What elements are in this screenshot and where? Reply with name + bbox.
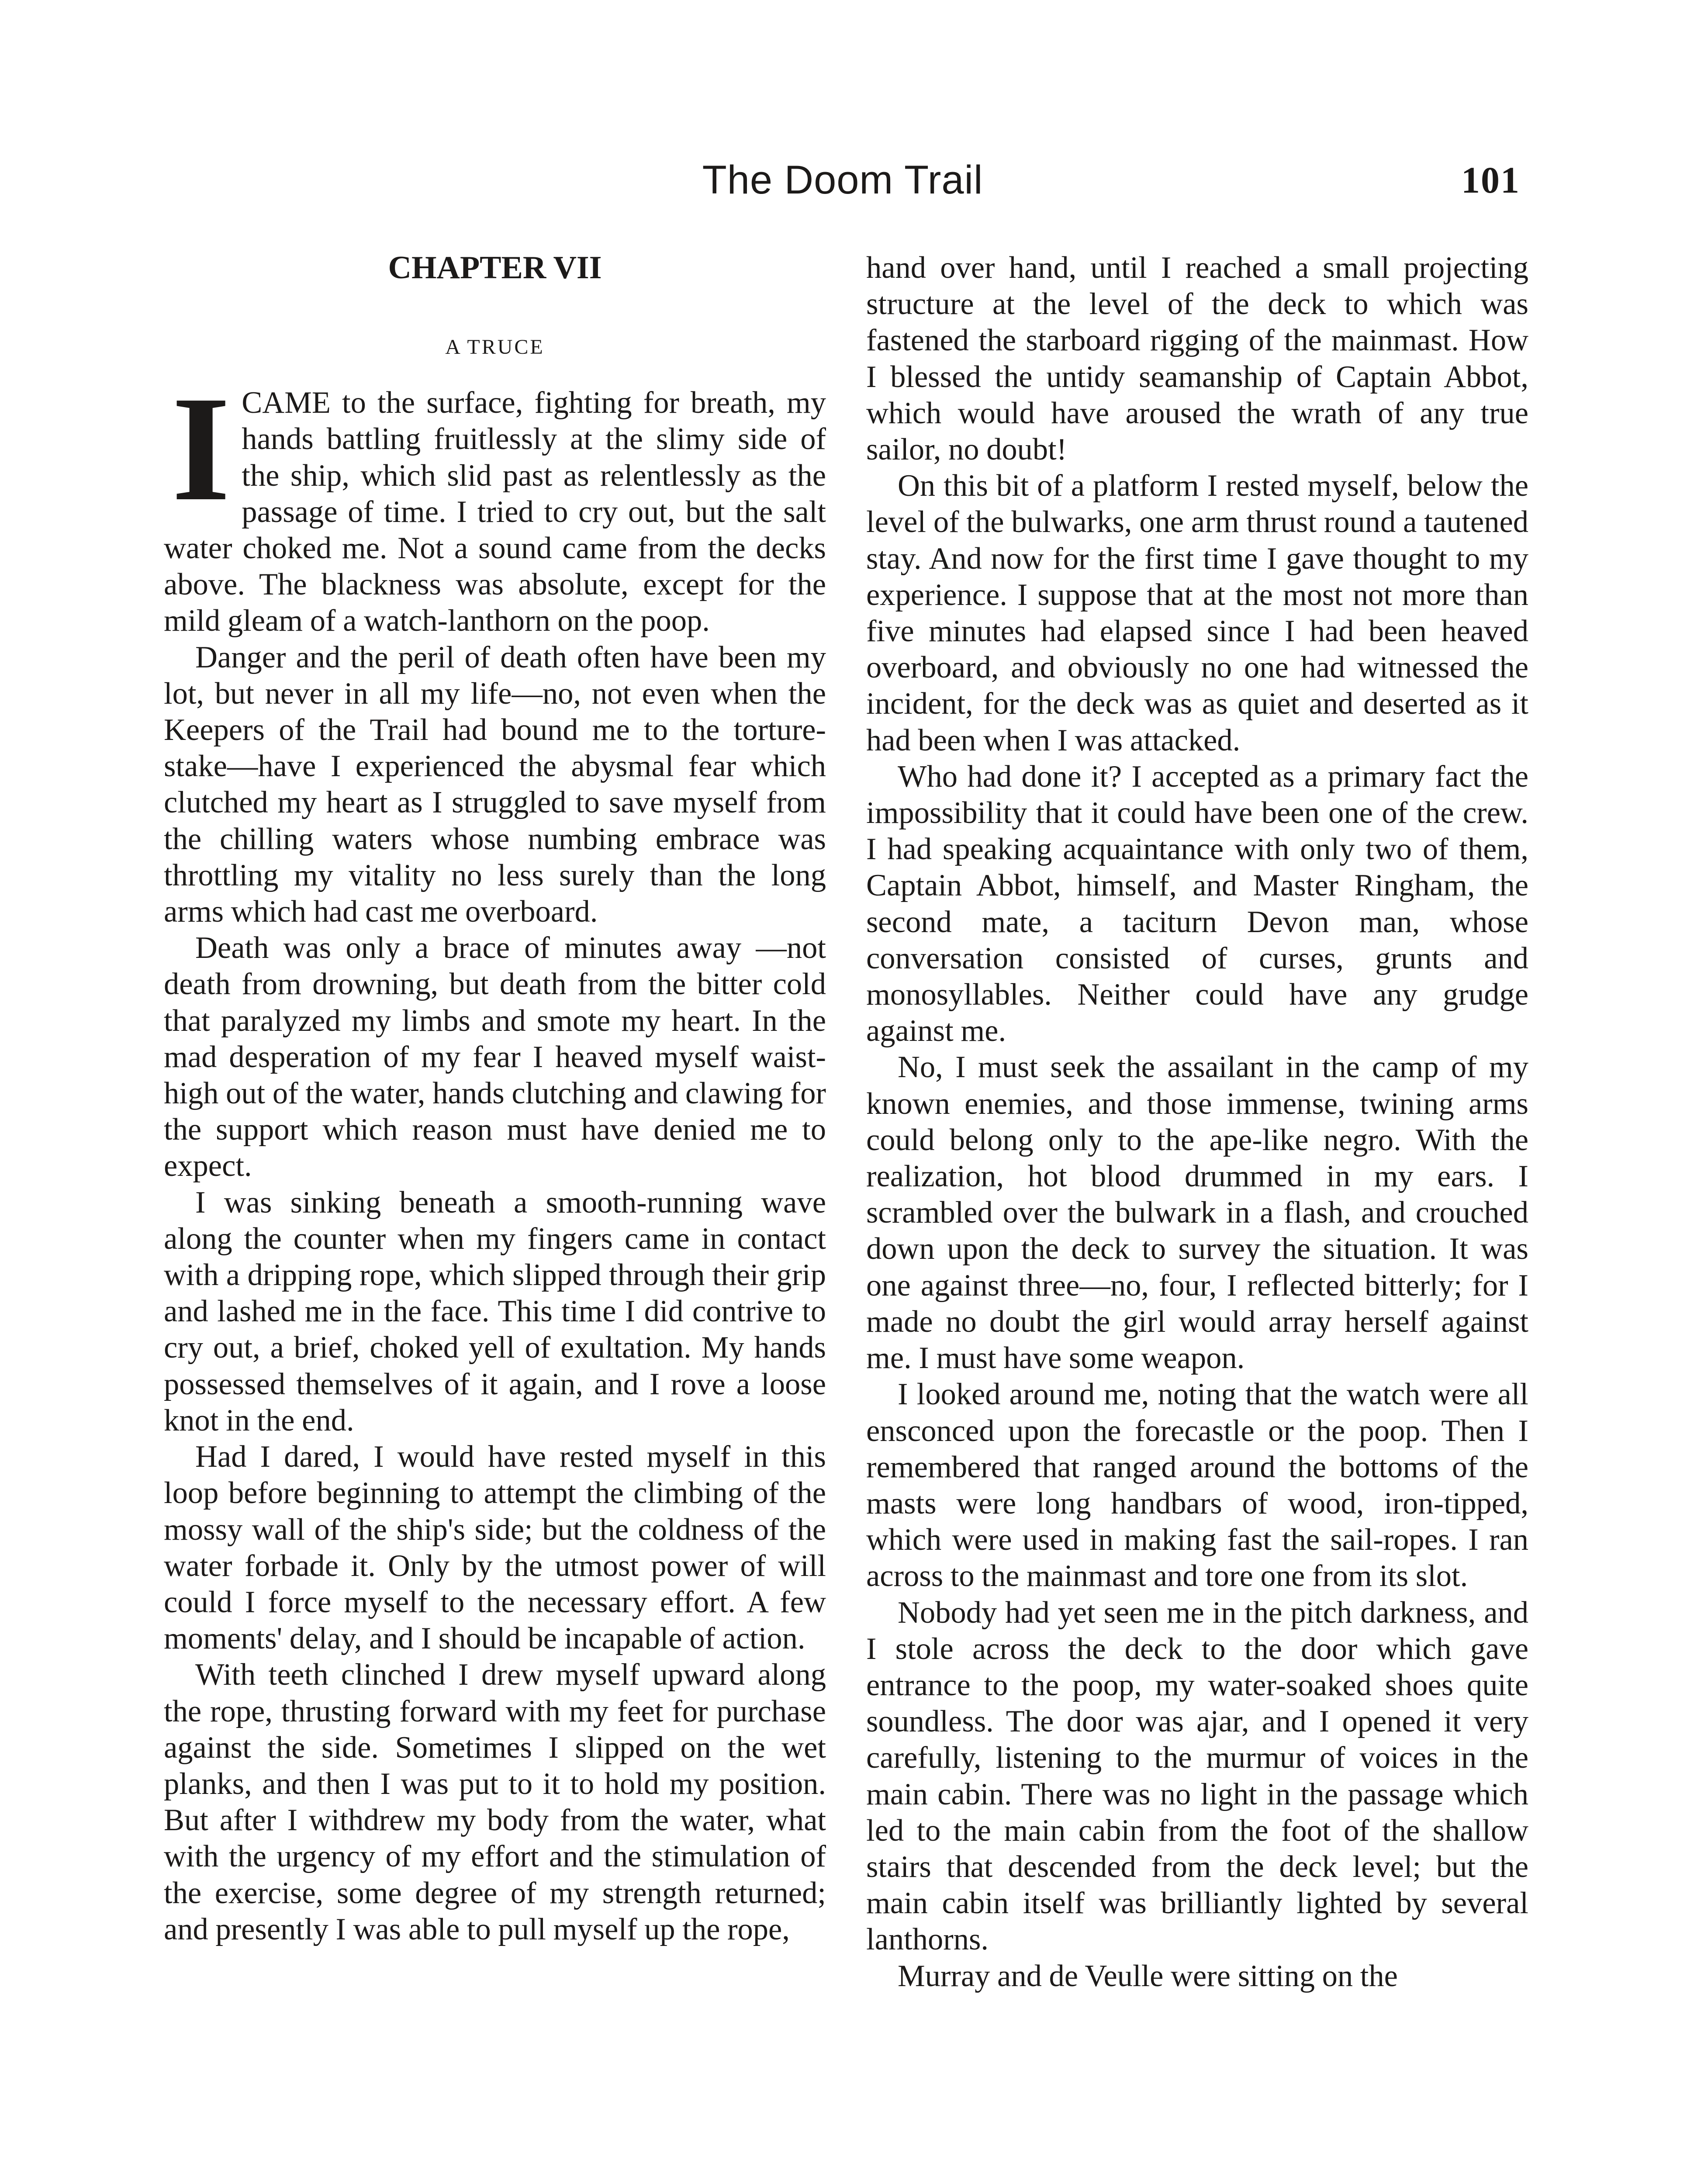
chapter-subtitle: A TRUCE (445, 335, 545, 359)
paragraph: I was sinking beneath a smooth-running wave along the counter when my fingers came in contact with a dripping rope, which slipped through their grip and lashed me in the face. This time I did contrive to cry out, a brief, choked yell of exultation. My hands possessed themselves of it again, and I rove a loose knot in the end. (164, 1185, 826, 1438)
paragraph-text: CAME to the surface, fighting for breath, my hands battling fruitlessly at the slimy side of the ship, which slid past as relentlessly as the passage of time. I tried to cry out, but the salt water choked me. Not a sound came from the decks above. The blackness was absolute, except for the mild gleam of a watch-lanthorn on the poop. (164, 386, 826, 638)
running-title: The Doom Trail (702, 158, 983, 202)
chapter-heading: CHAPTER VII (388, 250, 602, 286)
paragraph: No, I must seek the assailant in the camp of my known enemies, and those immense, twining arms could belong only to the ape-like negro. With the realization, hot blood drummed in my ears. I scrambled over the bulwark in a flash, and crouched down upon the deck to survey the situation. It was one against three—no, four, I reflected bitterly; for I made no doubt the girl would array herself against me. I must have some weapon. (866, 1050, 1528, 1375)
paragraph: Nobody had yet seen me in the pitch darkness, and I stole across the deck to the door which gave entrance to the poop, my water-soaked shoes quite soundless. The door was ajar, and I opened it very carefully, listening to the murmur of voices in the main cabin. There was no light in the passage which led to the main cabin from the foot of the shallow stairs that descended from the deck level; but the main cabin itself was brilliantly lighted by several lanthorns. (866, 1595, 1528, 1957)
page-number: 101 (1461, 159, 1520, 201)
paragraph (164, 365, 826, 639)
paragraph: With teeth clinched I drew myself upward along the rope, thrusting forward with my feet for purchase against the side. Sometimes I slipped on the wet planks, and then I was put to it to hold my position. But after I withdrew my body from the water, what with the urgency of my effort and the stimulation of the exercise, some degree of my strength returned; and presently I was able to pull myself up the rope, (164, 1658, 826, 1946)
right-column (866, 250, 1528, 1994)
drop-cap: I (172, 365, 231, 532)
paragraph: On this bit of a platform I rested myself, below the level of the bulwarks, one arm thrust round a tautened stay. And now for the first time I gave thought to my experience. I suppose that at the most not more than five minutes had elapsed since I had been heaved overboard, and obviously no one had witnessed the incident, for the deck was as quiet and deserted as it had been when I was attacked. (866, 469, 1528, 757)
paragraph: Had I dared, I would have rested myself in this loop before beginning to attempt the climbing of the mossy wall of the ship's side; but the coldness of the water forbade it. Only by the utmost power of will could I force myself to the necessary effort. A few moments' delay, and I should be incapable of action. (164, 1440, 826, 1656)
paragraph: Death was only a brace of minutes away —not death from drowning, but death from the bitter cold that paralyzed my limbs and smote my heart. In the mad desperation of my fear I heaved myself waist-high out of the water, hands clutching and clawing for the support which reason must have denied me to expect. (164, 931, 826, 1183)
paragraph: Murray and de Veulle were sitting on the (898, 1959, 1398, 1993)
paragraph: Danger and the peril of death often have been my lot, but never in all my life—no, not even when the Keepers of the Trail had bound me to the torture-stake—have I experienced the abysmal fear which clutched my heart as I struggled to save myself from the chilling waters whose numbing embrace was throttling my vitality no less surely than the long arms which had cast me overboard. (164, 640, 826, 929)
running-head (165, 154, 1520, 206)
paragraph: I looked around me, noting that the watch were all ensconced upon the forecastle or the poop. Then I remembered that ranged around the bottoms of the masts were long handbars of wood, iron-tipped, which were used in making fast the sail-ropes. I ran across to the mainmast and tore one from its slot. (866, 1377, 1528, 1593)
paragraph: Who had done it? I accepted as a primary fact the impossibility that it could have been one of the crew. I had speaking acquaintance with only two of them, Captain Abbot, himself, and Master Ringham, the second mate, a taciturn Devon man, whose conversation consisted of curses, grunts and monosyllables. Neither could have any grudge against me. (866, 759, 1528, 1048)
left-column (164, 250, 826, 1948)
paragraph: hand over hand, until I reached a small projecting structure at the level of the deck to which was fastened the starboard rigging of the mainmast. How I blessed the untidy seamanship of Captain Abbot, which would have aroused the wrath of any true sailor, no doubt! (866, 251, 1528, 467)
